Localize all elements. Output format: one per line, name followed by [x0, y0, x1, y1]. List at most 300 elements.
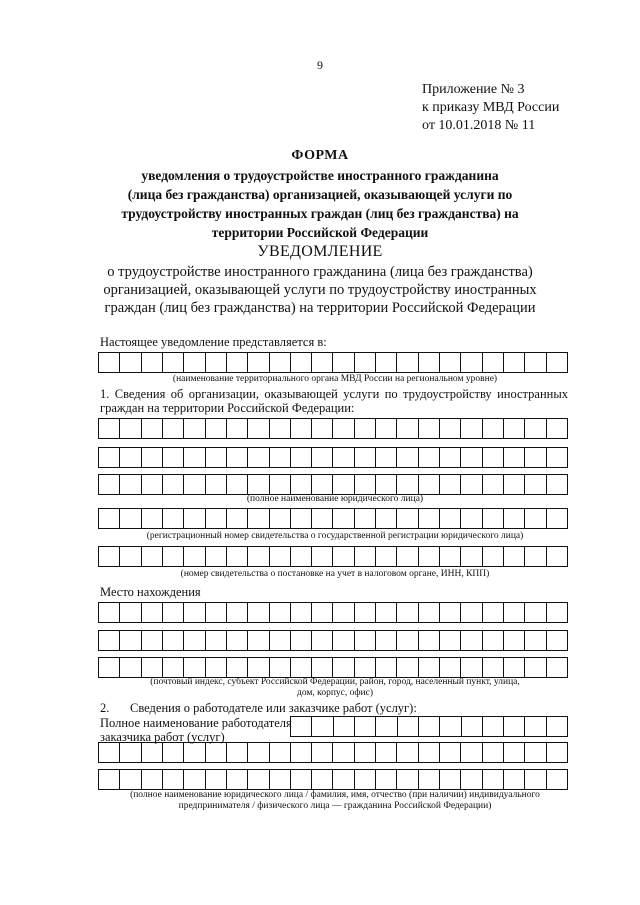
caption-employer-line-1: (полное наименование юридического лица / фамилия, имя, отчество (при наличии) индивидуального — [130, 790, 540, 800]
char-box[interactable] — [376, 419, 397, 438]
char-box[interactable] — [483, 509, 504, 528]
char-box[interactable] — [142, 658, 163, 677]
char-box[interactable] — [504, 658, 525, 677]
char-box[interactable] — [120, 509, 141, 528]
char-box[interactable] — [270, 603, 291, 622]
char-box[interactable] — [333, 770, 354, 789]
char-box[interactable] — [248, 547, 269, 566]
char-box[interactable] — [419, 509, 440, 528]
char-box[interactable] — [461, 631, 482, 650]
char-box[interactable] — [206, 475, 227, 494]
char-box[interactable] — [525, 770, 546, 789]
char-box[interactable] — [142, 509, 163, 528]
char-box[interactable] — [142, 631, 163, 650]
char-box[interactable] — [376, 770, 397, 789]
char-box[interactable] — [312, 770, 333, 789]
char-box[interactable] — [142, 353, 163, 372]
char-box[interactable] — [227, 658, 248, 677]
employer-name-field-row-3[interactable] — [98, 769, 568, 790]
notice-subtitle-line-3: граждан (лиц без гражданства) на территории Российской Федерации — [104, 300, 536, 316]
char-box[interactable] — [397, 419, 418, 438]
char-box[interactable] — [291, 743, 312, 762]
char-box[interactable] — [504, 475, 525, 494]
char-box[interactable] — [120, 770, 141, 789]
char-box[interactable] — [547, 475, 567, 494]
location-field-row-2[interactable] — [98, 630, 568, 651]
char-box[interactable] — [333, 353, 354, 372]
char-box[interactable] — [163, 448, 184, 467]
caption-employer — [100, 790, 570, 812]
char-box[interactable] — [440, 419, 461, 438]
char-box[interactable] — [355, 717, 376, 736]
char-box[interactable] — [99, 743, 120, 762]
char-box[interactable] — [525, 743, 546, 762]
char-box[interactable] — [184, 743, 205, 762]
char-box[interactable] — [419, 547, 440, 566]
char-box[interactable] — [99, 419, 120, 438]
char-box[interactable] — [376, 631, 397, 650]
char-box[interactable] — [398, 717, 419, 736]
char-box[interactable] — [333, 448, 354, 467]
char-box[interactable] — [547, 770, 567, 789]
char-box[interactable] — [270, 658, 291, 677]
char-box[interactable] — [504, 743, 525, 762]
char-box[interactable] — [142, 770, 163, 789]
char-box[interactable] — [270, 547, 291, 566]
char-box[interactable] — [376, 547, 397, 566]
char-box[interactable] — [163, 770, 184, 789]
char-box[interactable] — [483, 603, 504, 622]
char-box[interactable] — [270, 631, 291, 650]
annex-line-1: Приложение № 3 — [422, 82, 525, 97]
char-box[interactable] — [504, 717, 525, 736]
char-box[interactable] — [525, 475, 546, 494]
employer-name-field-row-1[interactable] — [290, 716, 568, 737]
char-box[interactable] — [99, 658, 120, 677]
char-box[interactable] — [184, 547, 205, 566]
char-box[interactable] — [525, 717, 546, 736]
char-box[interactable] — [355, 475, 376, 494]
notice-subtitle — [60, 263, 580, 317]
char-box[interactable] — [270, 353, 291, 372]
char-box[interactable] — [355, 770, 376, 789]
form-title: ФОРМА — [291, 148, 349, 163]
char-box[interactable] — [248, 603, 269, 622]
char-box[interactable] — [333, 509, 354, 528]
char-box[interactable] — [525, 509, 546, 528]
char-box[interactable] — [227, 603, 248, 622]
form-subtitle-line-1: уведомления о трудоустройстве иностранного гражданина — [141, 168, 499, 183]
char-box[interactable] — [397, 547, 418, 566]
char-box[interactable] — [547, 743, 567, 762]
char-box[interactable] — [312, 603, 333, 622]
char-box[interactable] — [419, 353, 440, 372]
char-box[interactable] — [483, 631, 504, 650]
char-box[interactable] — [206, 743, 227, 762]
caption-employer-line-2: предпринимателя / физического лица — гражданина Российской Федерации) — [178, 801, 492, 811]
char-box[interactable] — [462, 717, 483, 736]
char-box[interactable] — [376, 658, 397, 677]
char-box[interactable] — [547, 509, 567, 528]
char-box[interactable] — [440, 717, 461, 736]
char-box[interactable] — [142, 743, 163, 762]
char-box[interactable] — [525, 631, 546, 650]
char-box[interactable] — [163, 631, 184, 650]
char-box[interactable] — [355, 419, 376, 438]
char-box[interactable] — [184, 658, 205, 677]
char-box[interactable] — [419, 717, 440, 736]
char-box[interactable] — [184, 631, 205, 650]
annex-line-2: к приказу МВД России — [422, 100, 560, 115]
notice-subtitle-line-1: о трудоустройстве иностранного гражданина (лица без гражданства) — [107, 264, 533, 280]
char-box[interactable] — [227, 509, 248, 528]
char-box[interactable] — [291, 419, 312, 438]
char-box[interactable] — [99, 509, 120, 528]
char-box[interactable] — [120, 448, 141, 467]
char-box[interactable] — [333, 419, 354, 438]
char-box[interactable] — [547, 631, 567, 650]
char-box[interactable] — [355, 448, 376, 467]
char-box[interactable] — [333, 475, 354, 494]
employer-name-field-row-2[interactable] — [98, 742, 568, 763]
char-box[interactable] — [206, 547, 227, 566]
char-box[interactable] — [504, 631, 525, 650]
char-box[interactable] — [99, 770, 120, 789]
char-box[interactable] — [291, 547, 312, 566]
char-box[interactable] — [270, 509, 291, 528]
char-box[interactable] — [376, 448, 397, 467]
char-box[interactable] — [333, 743, 354, 762]
char-box[interactable] — [248, 509, 269, 528]
char-box[interactable] — [227, 547, 248, 566]
char-box[interactable] — [461, 509, 482, 528]
char-box[interactable] — [440, 631, 461, 650]
char-box[interactable] — [504, 547, 525, 566]
caption-tax-registration: (номер свидетельства о постановке на учет в налоговом органе, ИНН, КПП) — [180, 569, 490, 579]
org-full-name-field-row-3[interactable] — [98, 474, 568, 495]
char-box[interactable] — [270, 419, 291, 438]
char-box[interactable] — [142, 475, 163, 494]
char-box[interactable] — [525, 448, 546, 467]
char-box[interactable] — [461, 353, 482, 372]
annex-reference — [422, 81, 559, 135]
char-box[interactable] — [397, 603, 418, 622]
char-box[interactable] — [248, 743, 269, 762]
char-box[interactable] — [397, 353, 418, 372]
char-box[interactable] — [419, 475, 440, 494]
employer-label-line-1: Полное наименование работодателя — [100, 716, 292, 730]
char-box[interactable] — [163, 419, 184, 438]
char-box[interactable] — [397, 475, 418, 494]
char-box[interactable] — [312, 419, 333, 438]
char-box[interactable] — [440, 658, 461, 677]
char-box[interactable] — [120, 475, 141, 494]
char-box[interactable] — [440, 353, 461, 372]
char-box[interactable] — [483, 770, 504, 789]
char-box[interactable] — [440, 770, 461, 789]
char-box[interactable] — [355, 658, 376, 677]
char-box[interactable] — [227, 448, 248, 467]
char-box[interactable] — [440, 743, 461, 762]
char-box[interactable] — [248, 448, 269, 467]
char-box[interactable] — [525, 419, 546, 438]
char-box[interactable] — [504, 448, 525, 467]
char-box[interactable] — [291, 509, 312, 528]
char-box[interactable] — [227, 353, 248, 372]
caption-registration-number: (регистрационный номер свидетельства о государственной регистрации юридического лица) — [146, 531, 524, 541]
char-box[interactable] — [248, 475, 269, 494]
char-box[interactable] — [461, 743, 482, 762]
char-box[interactable] — [312, 743, 333, 762]
tax-registration-field[interactable] — [98, 546, 568, 567]
char-box[interactable] — [419, 658, 440, 677]
char-box[interactable] — [376, 743, 397, 762]
char-box[interactable] — [397, 448, 418, 467]
char-box[interactable] — [355, 547, 376, 566]
form-subtitle-line-2: (лица без гражданства) организацией, оказывающей услуги по — [127, 187, 513, 202]
form-subtitle — [60, 166, 580, 242]
char-box[interactable] — [206, 603, 227, 622]
char-box[interactable] — [291, 475, 312, 494]
char-box[interactable] — [291, 770, 312, 789]
char-box[interactable] — [333, 547, 354, 566]
location-field-row-1[interactable] — [98, 602, 568, 623]
char-box[interactable] — [376, 603, 397, 622]
char-box[interactable] — [355, 509, 376, 528]
char-box[interactable] — [270, 448, 291, 467]
char-box[interactable] — [547, 658, 567, 677]
char-box[interactable] — [376, 509, 397, 528]
char-box[interactable] — [461, 770, 482, 789]
char-box[interactable] — [525, 547, 546, 566]
char-box[interactable] — [227, 743, 248, 762]
char-box[interactable] — [483, 658, 504, 677]
char-box[interactable] — [312, 475, 333, 494]
char-box[interactable] — [291, 631, 312, 650]
char-box[interactable] — [99, 603, 120, 622]
char-box[interactable] — [184, 448, 205, 467]
char-box[interactable] — [312, 448, 333, 467]
char-box[interactable] — [547, 419, 567, 438]
char-box[interactable] — [461, 658, 482, 677]
registration-number-field[interactable] — [98, 508, 568, 529]
char-box[interactable] — [547, 603, 567, 622]
section1-heading-line-1: 1. Сведения об организации, оказывающей услуги по трудоустройству иностранных — [100, 387, 568, 401]
char-box[interactable] — [461, 603, 482, 622]
char-box[interactable] — [355, 743, 376, 762]
section2-heading: Сведения о работодателе или заказчике работ (услуг): — [130, 701, 417, 715]
employer-label-line-2: заказчика работ (услуг) — [100, 730, 225, 744]
char-box[interactable] — [163, 353, 184, 372]
char-box[interactable] — [120, 658, 141, 677]
char-box[interactable] — [419, 631, 440, 650]
char-box[interactable] — [99, 547, 120, 566]
char-box[interactable] — [440, 448, 461, 467]
char-box[interactable] — [206, 631, 227, 650]
char-box[interactable] — [397, 509, 418, 528]
char-box[interactable] — [376, 353, 397, 372]
char-box[interactable] — [355, 631, 376, 650]
caption-territorial-organ: (наименование территориального органа МВД России на региональном уровне) — [172, 374, 498, 384]
char-box[interactable] — [419, 603, 440, 622]
char-box[interactable] — [120, 547, 141, 566]
char-box[interactable] — [120, 419, 141, 438]
char-box[interactable] — [206, 770, 227, 789]
char-box[interactable] — [163, 509, 184, 528]
char-box[interactable] — [142, 419, 163, 438]
caption-address-line-2: дом, корпус, офис) — [297, 688, 373, 698]
char-box[interactable] — [397, 631, 418, 650]
char-box[interactable] — [184, 603, 205, 622]
char-box[interactable] — [483, 743, 504, 762]
char-box[interactable] — [99, 353, 120, 372]
char-box[interactable] — [376, 475, 397, 494]
char-box[interactable] — [525, 603, 546, 622]
char-box[interactable] — [312, 717, 333, 736]
char-box[interactable] — [270, 475, 291, 494]
char-box[interactable] — [248, 631, 269, 650]
char-box[interactable] — [184, 419, 205, 438]
char-box[interactable] — [461, 419, 482, 438]
char-box[interactable] — [291, 448, 312, 467]
char-box[interactable] — [419, 770, 440, 789]
char-box[interactable] — [291, 717, 312, 736]
char-box[interactable] — [312, 631, 333, 650]
territorial-organ-field[interactable] — [98, 352, 568, 373]
char-box[interactable] — [440, 509, 461, 528]
char-box[interactable] — [440, 547, 461, 566]
char-box[interactable] — [419, 419, 440, 438]
char-box[interactable] — [397, 770, 418, 789]
char-box[interactable] — [483, 547, 504, 566]
char-box[interactable] — [206, 448, 227, 467]
char-box[interactable] — [483, 419, 504, 438]
char-box[interactable] — [291, 658, 312, 677]
location-field-row-3[interactable] — [98, 657, 568, 678]
char-box[interactable] — [248, 770, 269, 789]
char-box[interactable] — [547, 717, 567, 736]
org-full-name-field-row-1[interactable] — [98, 418, 568, 439]
annex-line-3: от 10.01.2018 № 11 — [422, 118, 536, 133]
char-box[interactable] — [504, 770, 525, 789]
char-box[interactable] — [419, 448, 440, 467]
char-box[interactable] — [206, 509, 227, 528]
char-box[interactable] — [355, 603, 376, 622]
char-box[interactable] — [355, 353, 376, 372]
intro-text: Настоящее уведомление представляется в: — [100, 335, 327, 349]
char-box[interactable] — [461, 475, 482, 494]
char-box[interactable] — [120, 353, 141, 372]
char-box[interactable] — [312, 509, 333, 528]
char-box[interactable] — [333, 603, 354, 622]
char-box[interactable] — [248, 658, 269, 677]
char-box[interactable] — [504, 419, 525, 438]
char-box[interactable] — [270, 770, 291, 789]
char-box[interactable] — [525, 658, 546, 677]
char-box[interactable] — [312, 547, 333, 566]
caption-org-full-name: (полное наименование юридического лица) — [246, 494, 424, 504]
char-box[interactable] — [163, 475, 184, 494]
char-box[interactable] — [227, 631, 248, 650]
char-box[interactable] — [99, 448, 120, 467]
char-box[interactable] — [334, 717, 355, 736]
char-box[interactable] — [312, 658, 333, 677]
caption-address-line-1: (почтовый индекс, субъект Российской Федерации, район, город, населенный пункт, улица, — [150, 677, 520, 687]
char-box[interactable] — [227, 770, 248, 789]
location-label: Место нахождения — [100, 585, 201, 599]
char-box[interactable] — [291, 603, 312, 622]
char-box[interactable] — [483, 448, 504, 467]
char-box[interactable] — [504, 353, 525, 372]
char-box[interactable] — [120, 743, 141, 762]
char-box[interactable] — [547, 547, 567, 566]
char-box[interactable] — [440, 475, 461, 494]
char-box[interactable] — [184, 475, 205, 494]
char-box[interactable] — [206, 419, 227, 438]
char-box[interactable] — [461, 448, 482, 467]
char-box[interactable] — [99, 631, 120, 650]
char-box[interactable] — [142, 448, 163, 467]
char-box[interactable] — [163, 743, 184, 762]
section1-heading-line-2: граждан на территории Российской Федерации: — [100, 401, 355, 415]
char-box[interactable] — [397, 743, 418, 762]
char-box[interactable] — [248, 353, 269, 372]
char-box[interactable] — [483, 717, 504, 736]
char-box[interactable] — [419, 743, 440, 762]
char-box[interactable] — [440, 603, 461, 622]
char-box[interactable] — [547, 448, 567, 467]
form-subtitle-line-3: трудоустройству иностранных граждан (лиц без гражданства) на — [121, 206, 519, 221]
char-box[interactable] — [483, 353, 504, 372]
char-box[interactable] — [120, 631, 141, 650]
caption-address — [100, 677, 570, 699]
char-box[interactable] — [184, 353, 205, 372]
char-box[interactable] — [206, 353, 227, 372]
char-box[interactable] — [248, 419, 269, 438]
char-box[interactable] — [376, 717, 397, 736]
char-box[interactable] — [547, 353, 567, 372]
form-subtitle-line-4: территории Российской Федерации — [211, 225, 429, 240]
char-box[interactable] — [504, 603, 525, 622]
char-box[interactable] — [142, 603, 163, 622]
char-box[interactable] — [291, 353, 312, 372]
char-box[interactable] — [163, 658, 184, 677]
char-box[interactable] — [227, 475, 248, 494]
page-number: 9 — [317, 58, 323, 72]
char-box[interactable] — [270, 743, 291, 762]
char-box[interactable] — [397, 658, 418, 677]
char-box[interactable] — [184, 509, 205, 528]
char-box[interactable] — [333, 658, 354, 677]
notice-title: УВЕДОМЛЕНИЕ — [257, 243, 383, 260]
org-full-name-field-row-2[interactable] — [98, 447, 568, 468]
char-box[interactable] — [333, 631, 354, 650]
char-box[interactable] — [184, 770, 205, 789]
char-box[interactable] — [163, 603, 184, 622]
char-box[interactable] — [227, 419, 248, 438]
char-box[interactable] — [120, 603, 141, 622]
char-box[interactable] — [142, 547, 163, 566]
char-box[interactable] — [504, 509, 525, 528]
char-box[interactable] — [525, 353, 546, 372]
char-box[interactable] — [163, 547, 184, 566]
char-box[interactable] — [99, 475, 120, 494]
char-box[interactable] — [206, 658, 227, 677]
char-box[interactable] — [461, 547, 482, 566]
char-box[interactable] — [483, 475, 504, 494]
notice-subtitle-line-2: организацией, оказывающей услуги по трудоустройству иностранных — [103, 282, 537, 298]
char-box[interactable] — [312, 353, 333, 372]
